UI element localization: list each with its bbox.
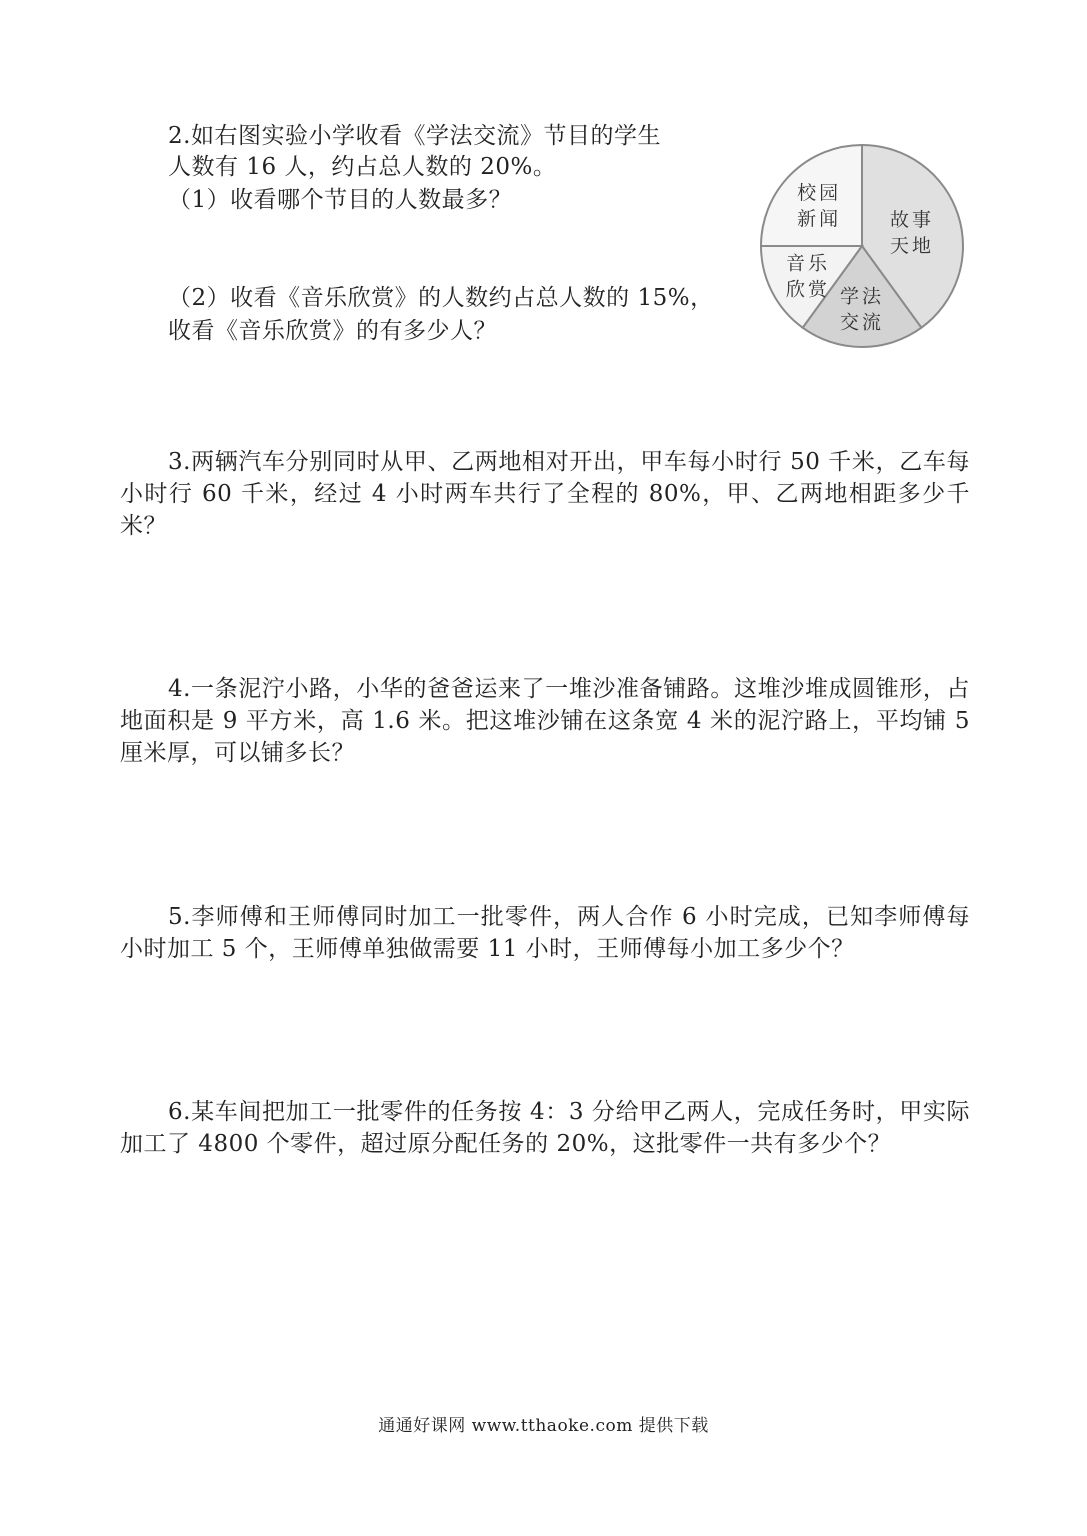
pie-label-study-1: 学法: [839, 285, 885, 308]
q4-text: 4.一条泥泞小路，小华的爸爸运来了一堆沙准备铺路。这堆沙堆成圆锥形，占地面积是 9 平方米，高 1.6 米。把这堆沙铺在这条宽 4 米的泥泞路上，平均铺 5 厘米厚，可以铺多长？: [120, 676, 970, 766]
pie-chart: [752, 140, 972, 352]
q2-sub-question-2-line-2: 收看《音乐欣赏》的有多少人？: [168, 318, 497, 344]
pie-label-study-2: 交流: [839, 311, 885, 334]
q2-line-1: 2.如右图实验小学收看《学法交流》节目的学生: [168, 123, 661, 149]
pie-label-campus-1: 校园: [797, 182, 842, 205]
pie-label-music-1: 音乐: [785, 252, 831, 275]
q3-text: 3.两辆汽车分别同时从甲、乙两地相对开出，甲车每小时行 50 千米，乙车每小时行 60 千米，经过 4 小时两车共行了全程的 80%，甲、乙两地相距多少千米？: [120, 449, 970, 539]
pie-label-story-2: 天地: [889, 234, 934, 257]
q2-sub-question-1: （1）收看哪个节目的人数最多？: [168, 187, 513, 213]
q2-line-2: 人数有 16 人，约占总人数的 20%。: [168, 154, 557, 180]
pie-label-campus-2: 新闻: [797, 208, 842, 231]
q5-text: 5.李师傅和王师傅同时加工一批零件，两人合作 6 小时完成，已知李师傅每小时加工 5 个，王师傅单独做需要 11 小时，王师傅每小加工多少个？: [120, 904, 970, 962]
pie-label-story-1: 故事: [889, 208, 934, 231]
q2-sub-question-2-line-1: （2）收看《音乐欣赏》的人数约占总人数的 15%，: [168, 285, 714, 311]
pie-label-music-2: 欣赏: [785, 278, 831, 301]
footer-source: 通通好课网 www.tthaoke.com 提供下载: [378, 1416, 709, 1436]
q6-text: 6.某车间把加工一批零件的任务按 4：3 分给甲乙两人，完成任务时，甲实际加工了 4800 个零件，超过原分配任务的 20%，这批零件一共有多少个？: [120, 1099, 970, 1157]
